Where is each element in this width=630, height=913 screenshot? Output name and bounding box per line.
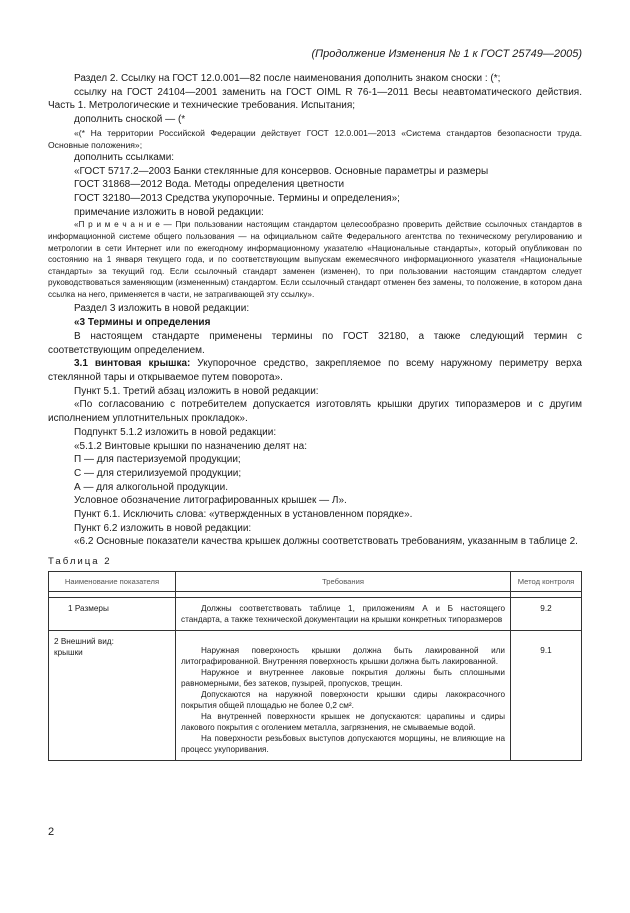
list-item: С — для стерилизуемой продукции; bbox=[74, 467, 242, 479]
paragraph: Пункт 5.1. Третий абзац изложить в новой редакции: bbox=[74, 385, 319, 397]
paragraph: Пункт 6.1. Исключить слова: «утвержденных в установленном порядке». bbox=[74, 509, 413, 521]
table-row bbox=[49, 630, 582, 760]
cell-requirement: Наружное и внутреннее лаковые покрытия должны быть сплошными равномерными, без затеков, пузырей, пропусков, трещин. bbox=[181, 667, 505, 688]
paragraph: «5.1.2 Винтовые крышки по назначению делят на: bbox=[74, 440, 307, 452]
paragraph: «По согласованию с потребителем допускается изготовлять крышки других типоразмеров и с другим исполнением уплотнительных прокладок». bbox=[48, 399, 582, 425]
paragraph: Подпункт 5.1.2 изложить в новой редакции: bbox=[74, 426, 277, 438]
cell-method: 9.2 bbox=[511, 597, 582, 630]
table-caption: Таблица 2 bbox=[48, 556, 112, 568]
reference-item: «ГОСТ 5717.2—2003 Банки стеклянные для консервов. Основные параметры и размеры bbox=[74, 165, 489, 177]
table-header-row bbox=[49, 571, 582, 591]
paragraph: Пункт 6.2 изложить в новой редакции: bbox=[74, 522, 252, 534]
page-number: 2 bbox=[48, 826, 55, 838]
requirements-table bbox=[48, 571, 582, 761]
continuation-header: (Продолжение Изменения № 1 к ГОСТ 25749—2005) bbox=[311, 48, 582, 60]
table-row bbox=[49, 597, 582, 630]
note-label: «П р и м е ч а н и е bbox=[74, 220, 160, 230]
reference-item: ГОСТ 32180—2013 Средства укупорочные. Термины и определения»; bbox=[74, 192, 400, 204]
column-header: Требования bbox=[176, 571, 511, 591]
cell-name: 1 Размеры bbox=[68, 603, 109, 613]
paragraph: В настоящем стандарте применены термины по ГОСТ 32180, а также следующий термин с соответствующим определением. bbox=[48, 330, 582, 356]
cell-requirement: На поверхности резьбовых выступов допускаются морщины, не влияющие на процесс укупоривания. bbox=[181, 733, 505, 754]
document-body bbox=[48, 72, 582, 761]
cell-requirement: Допускаются на наружной поверхности крышки сдиры лакокрасочного покрытия общей площадью не более 0,2 см². bbox=[181, 689, 505, 710]
cell-method: 9.1 bbox=[511, 630, 582, 760]
section-heading: «3 Термины и определения bbox=[74, 317, 211, 329]
footnote-text: «(* На территории Российской Федерации действует ГОСТ 12.0.001—2013 «Система стандартов безопасности труда. Основные положения»; bbox=[48, 127, 582, 150]
reference-item: ГОСТ 31868—2012 Вода. Методы определения цветности bbox=[74, 179, 345, 191]
paragraph: Раздел 2. Ссылку на ГОСТ 12.0.001—82 после наименования дополнить знаком сноски : (*; bbox=[74, 73, 501, 84]
paragraph: Раздел 3 изложить в новой редакции: bbox=[74, 303, 250, 315]
cell-requirement: Должны соответствовать таблице 1, приложениям А и Б настоящего стандарта, а также технической документации на крышки конкретных типоразмеров bbox=[181, 603, 505, 624]
paragraph: «6.2 Основные показатели качества крышек должны соответствовать требованиям, указанным в таблице 2. bbox=[74, 536, 578, 548]
note-text: — При пользовании настоящим стандартом целесообразно проверить действие ссылочных стандартов в информационной системе общего пользования — на официальном сайте Федерального агентства по техническому регулированию и метрологии в сети Интернет или по ежегодному информационному указателю «Национальные стандарты», который опубликован по состоянию на 1 января текущего года, и по соответствующим выпускам ежемесячного информационного указателя «Национальные стандарты» за текущий год. Если ссылочный стандарт заменен (изменен), то при пользовании настоящим стандартом следует руководствоваться заменяющим (измененным) стандартом. Если ссылочный стандарт отменен без замены, то положение, в котором дана ссылка на него, применяется в части, не затрагивающей эту ссылку». bbox=[48, 220, 582, 299]
term: 3.1 винтовая крышка: bbox=[74, 358, 191, 370]
cell-requirement: Наружная поверхность крышки должна быть лакированной или литографированной. Внутренняя поверхность крышки должна быть лакированной. bbox=[181, 645, 505, 666]
note-block bbox=[48, 219, 582, 300]
list-item: П — для пастеризуемой продукции; bbox=[74, 454, 241, 466]
paragraph: Условное обозначение литографированных крышек — Л». bbox=[74, 495, 347, 507]
paragraph: ссылку на ГОСТ 24104—2001 заменить на ГОСТ OIML R 76-1—2011 Весы неавтоматического действия. Часть 1. Метрологические и технические требования. Испытания; bbox=[48, 86, 582, 112]
cell-name: 2 Внешний вид: bbox=[54, 636, 114, 646]
column-header: Метод контроля bbox=[511, 571, 582, 591]
cell-name: крышки bbox=[54, 647, 83, 657]
column-header: Наименование показателя bbox=[49, 571, 176, 591]
paragraph: примечание изложить в новой редакции: bbox=[74, 206, 264, 218]
paragraph: дополнить сноской — (* bbox=[74, 114, 186, 126]
term-definition: Укупорочное средство, закрепляемое по всему наружному периметру верха стеклянной тары и открываемое путем поворота». bbox=[48, 358, 582, 383]
paragraph: дополнить ссылками: bbox=[74, 151, 175, 163]
list-item: А — для алкогольной продукции. bbox=[74, 481, 229, 493]
cell-requirement: На внутренней поверхности крышек не допускаются: царапины и сдиры лакового покрытия с оголением металла, загрязнения, не смываемые водой. bbox=[181, 711, 505, 732]
